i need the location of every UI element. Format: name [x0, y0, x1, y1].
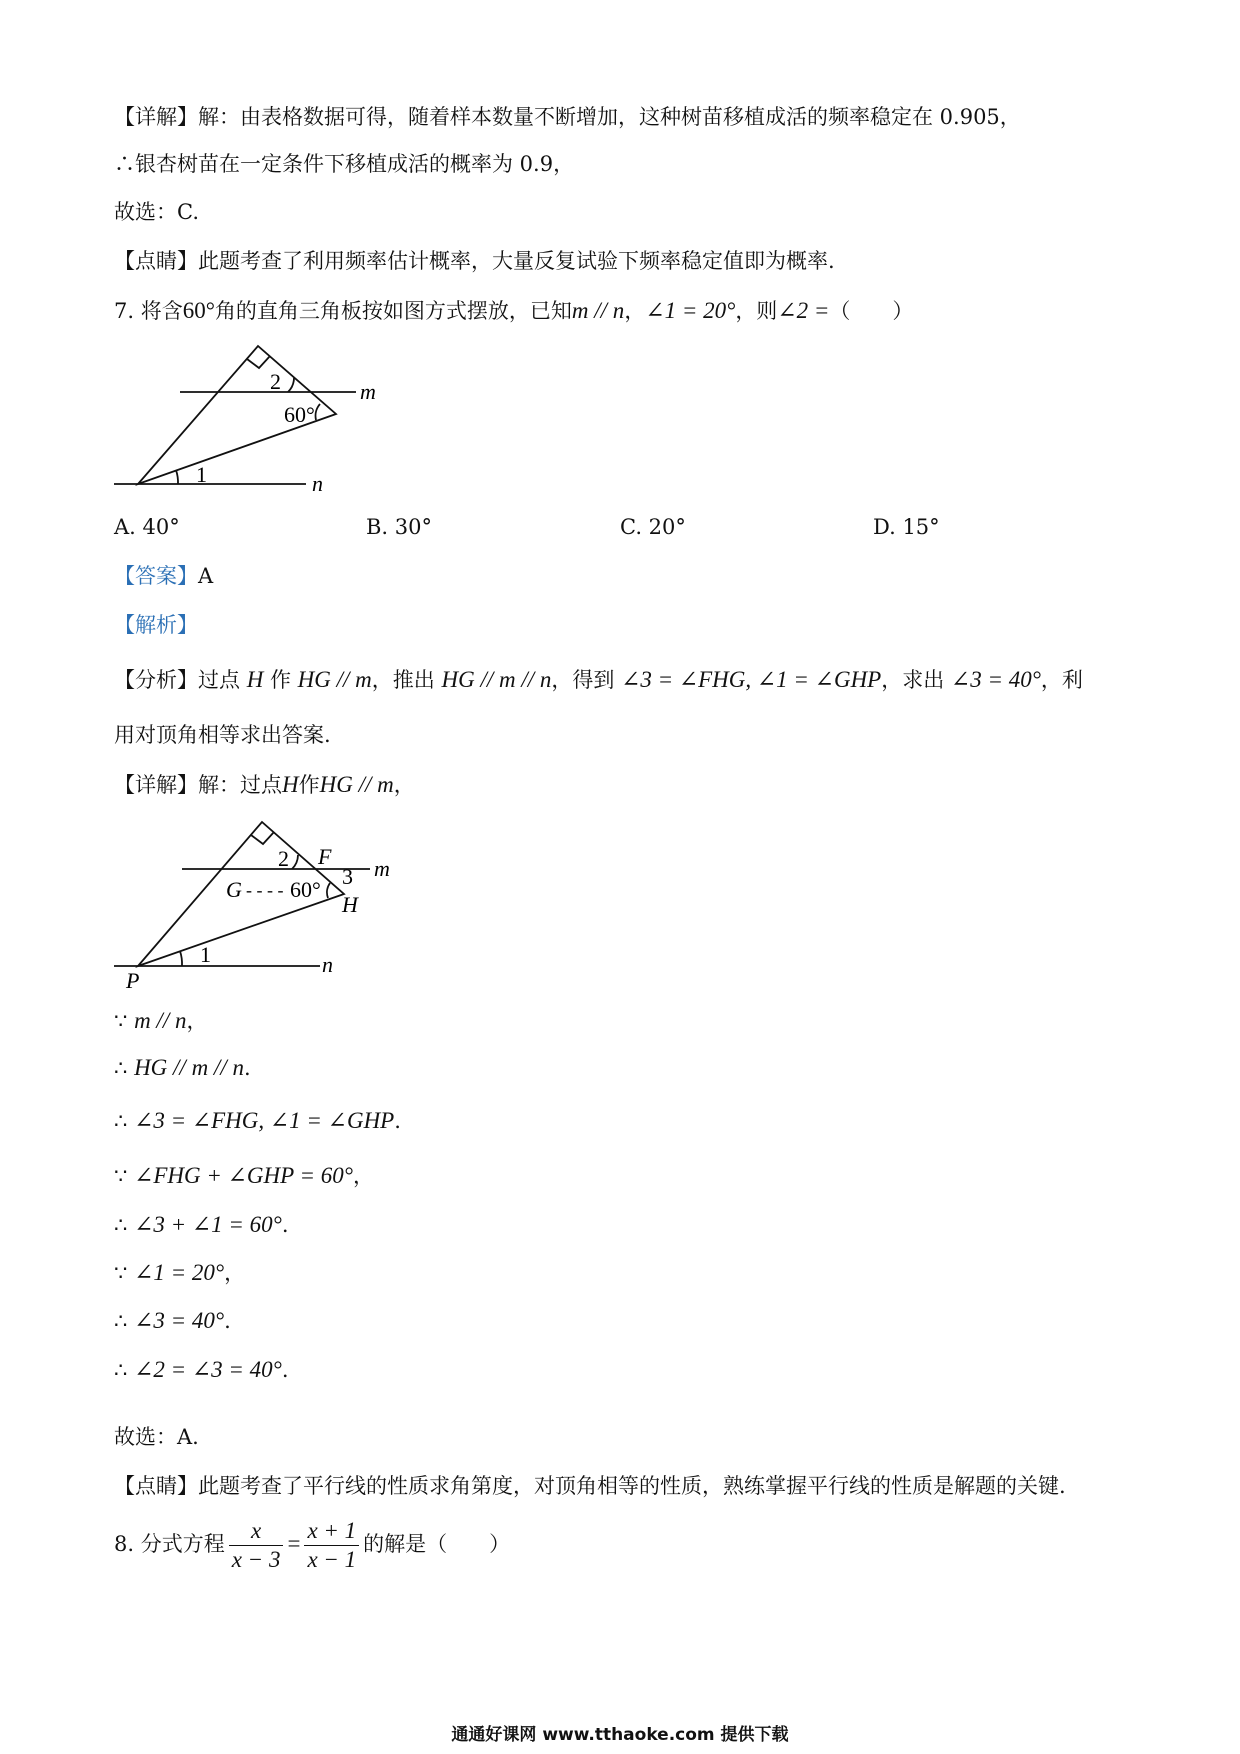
footer: 通通好课网 www.tthaoke.com 提供下载 — [451, 1725, 789, 1745]
step-end: ， — [224, 1261, 246, 1285]
fraction-1-numerator: x — [229, 1517, 284, 1546]
step-end: ， — [352, 1164, 374, 1188]
step-6 — [114, 1258, 245, 1288]
step-7 — [114, 1306, 231, 1336]
angle-60-arc — [316, 404, 320, 420]
step-end: . — [281, 1213, 289, 1237]
step-3 — [114, 1106, 401, 1136]
equals-sign: = — [287, 1531, 301, 1556]
answer-value: A — [198, 564, 214, 588]
prev-comment: 【点睛】此题考查了利用频率估计概率，大量反复试验下频率稳定值即为概率. — [114, 249, 835, 273]
step-expr: ∠3 = ∠FHG, ∠1 = ∠GHP — [134, 1108, 395, 1133]
step-expr: ∠3 + ∠1 = 60° — [134, 1212, 282, 1237]
fenxi-m2: HG // m // n — [441, 667, 552, 692]
step-2 — [114, 1053, 251, 1083]
step-end: . — [243, 1056, 251, 1080]
q7-stem-angle: 60° — [182, 298, 215, 323]
fenxi-d: ，得到 — [551, 668, 622, 692]
label-m-2: m — [374, 856, 390, 881]
step-symbol: ∴ — [114, 1109, 128, 1133]
figure-2 — [100, 815, 420, 1005]
step-symbol: ∵ — [114, 1009, 128, 1033]
q7-stem-given: ∠1 = 20° — [645, 298, 736, 323]
step-8 — [114, 1355, 289, 1385]
q7-stem-cond: m // n — [571, 298, 625, 323]
label-m: m — [360, 379, 376, 404]
step-symbol: ∴ — [114, 1056, 128, 1080]
label-3: 3 — [342, 864, 353, 889]
label-n: n — [312, 471, 323, 496]
fenxi-c: ，推出 — [371, 668, 442, 692]
q7-stem-d: ，则 — [735, 299, 778, 323]
xiangjie-line — [114, 770, 415, 800]
label-dots: - - - - — [246, 880, 284, 900]
step-symbol: ∴ — [114, 1309, 128, 1333]
q7-choose: 故选：A. — [114, 1425, 199, 1449]
option-d: D. 15° — [873, 515, 940, 539]
q7-stem-b: 角的直角三角板按如图方式摆放，已知 — [214, 299, 572, 323]
fenxi-m4: ∠3 = 40° — [950, 667, 1041, 692]
answer-line — [114, 561, 213, 591]
label-2-2: 2 — [278, 846, 289, 871]
xiangjie-m: HG // m — [319, 772, 394, 797]
step-symbol: ∵ — [114, 1164, 128, 1188]
prev-choose: 故选：C. — [114, 200, 199, 224]
prev-detail: 【详解】解：由表格数据可得，随着样本数量不断增加，这种树苗移植成活的频率稳定在 0.905， — [114, 105, 1021, 129]
fenxi-m3: ∠3 = ∠FHG, ∠1 = ∠GHP — [621, 667, 882, 692]
option-a: A. 40° — [114, 515, 180, 539]
fenxi-H: H — [246, 667, 264, 692]
q7-stem-ask: ∠2 = — [777, 298, 830, 323]
fenxi-line-1 — [114, 665, 1083, 695]
option-b: B. 30° — [366, 515, 433, 539]
prev-therefore: ∴银杏树苗在一定条件下移植成活的概率为 0.9， — [114, 152, 575, 176]
label-n-2: n — [322, 952, 333, 977]
step-end: ， — [186, 1009, 208, 1033]
label-H: H — [342, 892, 358, 917]
step-end: . — [281, 1358, 289, 1382]
step-symbol: ∴ — [114, 1213, 128, 1237]
q8-stem — [114, 1510, 510, 1578]
step-5 — [114, 1210, 289, 1240]
right-angle-mark-2 — [251, 832, 274, 844]
q7-stem-e: （ ） — [829, 299, 914, 323]
xiangjie-a: 【详解】解：过点 — [114, 773, 282, 797]
label-60: 60° — [284, 402, 315, 427]
fenxi-f: ，利 — [1040, 668, 1083, 692]
step-expr: ∠3 = 40° — [134, 1308, 225, 1333]
step-expr: ∠2 = ∠3 = 40° — [134, 1357, 282, 1382]
xiangjie-H: H — [282, 772, 299, 797]
label-F: F — [318, 844, 332, 869]
label-2: 2 — [270, 369, 281, 394]
step-expr: HG // m // n — [134, 1055, 244, 1080]
fenxi-m1: HG // m — [297, 667, 372, 692]
fenxi-e: ，求出 — [881, 668, 951, 692]
fenxi-line-2: 用对顶角相等求出答案. — [114, 723, 331, 747]
option-c: C. 20° — [620, 515, 686, 539]
fenxi-a: 【分析】过点 — [114, 668, 247, 692]
q7-stem — [114, 296, 913, 326]
step-4 — [114, 1161, 374, 1191]
label-1: 1 — [196, 462, 207, 487]
q7-comment: 【点睛】此题考查了平行线的性质求角第度，对顶角相等的性质，熟练掌握平行线的性质是解题的关键. — [114, 1474, 1066, 1498]
label-60-2: 60° — [290, 877, 321, 902]
analysis-tag: 【解析】 — [114, 613, 198, 637]
step-expr: ∠1 = 20° — [134, 1260, 225, 1285]
label-1-2: 1 — [200, 942, 211, 967]
q7-stem-a: 7. 将含 — [114, 299, 183, 323]
step-expr: ∠FHG + ∠GHP = 60° — [134, 1163, 353, 1188]
step-symbol: ∴ — [114, 1358, 128, 1382]
fraction-1-denominator: x − 3 — [231, 1547, 281, 1572]
step-expr: m // n — [134, 1008, 187, 1033]
fraction-1 — [229, 1517, 284, 1574]
fraction-2 — [304, 1517, 359, 1574]
xiangjie-b: 作 — [298, 773, 320, 797]
fraction-2-denominator: x − 1 — [307, 1547, 357, 1572]
q8-stem-a: 8. 分式方程 — [114, 1532, 225, 1556]
step-1 — [114, 1006, 207, 1036]
q7-stem-c: ， — [624, 299, 646, 323]
step-end: . — [394, 1109, 401, 1133]
label-P: P — [126, 968, 140, 993]
angle-2-arc-2 — [292, 855, 298, 869]
angle-1-arc — [176, 470, 178, 484]
xiangjie-c: ， — [393, 773, 415, 797]
angle-1-arc-2 — [180, 951, 182, 966]
angle-2-arc — [288, 378, 294, 392]
fenxi-b: 作 — [263, 668, 298, 692]
angle-60-arc-2 — [327, 883, 330, 898]
right-angle-mark — [247, 356, 270, 368]
q8-stem-b: 的解是（ ） — [363, 1532, 511, 1556]
label-G: G — [226, 877, 242, 902]
fraction-2-numerator: x + 1 — [304, 1517, 359, 1546]
figure-1 — [100, 330, 400, 500]
step-symbol: ∵ — [114, 1261, 128, 1285]
step-end: . — [224, 1309, 231, 1333]
answer-tag: 【答案】 — [114, 564, 198, 588]
